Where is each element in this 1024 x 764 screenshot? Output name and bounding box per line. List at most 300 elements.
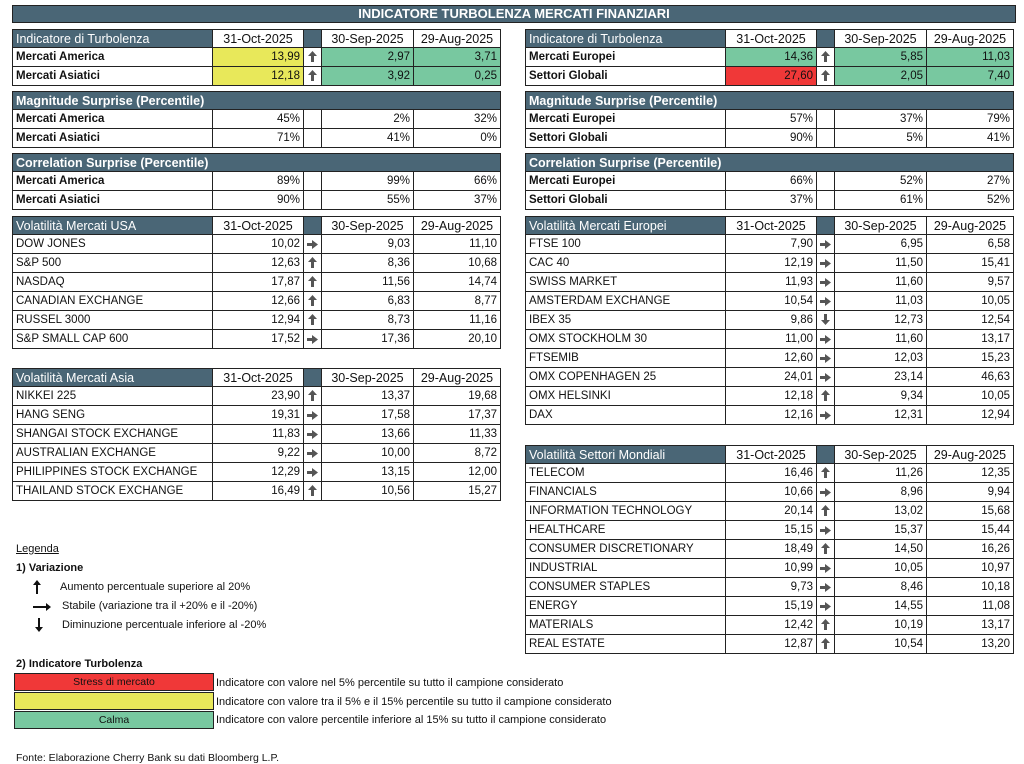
up-arrow-icon xyxy=(817,464,835,483)
row-label: PHILIPPINES STOCK EXCHANGE xyxy=(12,463,213,482)
row-label: REAL ESTATE xyxy=(525,635,726,654)
table-row xyxy=(525,406,1014,425)
table-row xyxy=(525,559,1014,578)
value-29-aug: 10,05 xyxy=(927,387,1014,406)
value-29-aug: 9,57 xyxy=(927,273,1014,292)
value-31-oct: 12,18 xyxy=(213,67,304,86)
value-29-aug: 11,08 xyxy=(927,597,1014,616)
header-date: 29-Aug-2025 xyxy=(414,368,501,387)
row-label: CONSUMER STAPLES xyxy=(525,578,726,597)
header-date: 31-Oct-2025 xyxy=(726,445,817,464)
value-29-aug: 79% xyxy=(927,110,1014,129)
table-row xyxy=(12,191,501,210)
value-30-sep: 10,19 xyxy=(835,616,927,635)
value-29-aug: 3,71 xyxy=(414,48,501,67)
up-arrow-icon xyxy=(304,48,322,67)
header-row xyxy=(525,91,1014,110)
value-30-sep: 11,03 xyxy=(835,292,927,311)
value-31-oct: 16,46 xyxy=(726,464,817,483)
value-31-oct: 27,60 xyxy=(726,67,817,86)
up-arrow-icon xyxy=(304,67,322,86)
right-arrow-icon xyxy=(304,425,322,444)
right-arrow-icon xyxy=(304,330,322,349)
value-29-aug: 10,68 xyxy=(414,254,501,273)
row-label: IBEX 35 xyxy=(525,311,726,330)
arrow-spacer xyxy=(304,110,322,129)
up-arrow-icon xyxy=(817,616,835,635)
header-date: 30-Sep-2025 xyxy=(835,29,927,48)
value-31-oct: 66% xyxy=(726,172,817,191)
value-30-sep: 41% xyxy=(322,129,414,148)
up-arrow-icon xyxy=(817,502,835,521)
usa-volatility-table xyxy=(12,216,501,349)
header-row xyxy=(12,91,501,110)
value-30-sep: 17,36 xyxy=(322,330,414,349)
table-row xyxy=(12,129,501,148)
value-31-oct: 15,15 xyxy=(726,521,817,540)
value-29-aug: 37% xyxy=(414,191,501,210)
value-29-aug: 52% xyxy=(927,191,1014,210)
value-31-oct: 12,63 xyxy=(213,254,304,273)
arrow-spacer xyxy=(304,172,322,191)
header-row xyxy=(12,153,501,172)
table-row xyxy=(525,235,1014,254)
value-31-oct: 18,49 xyxy=(726,540,817,559)
value-29-aug: 15,41 xyxy=(927,254,1014,273)
report-title: INDICATORE TURBOLENZA MERCATI FINANZIARI xyxy=(12,5,1016,23)
value-30-sep: 12,73 xyxy=(835,311,927,330)
up-arrow-icon xyxy=(817,540,835,559)
right-arrow-icon xyxy=(304,463,322,482)
row-label: INDUSTRIAL xyxy=(525,559,726,578)
table-row xyxy=(525,172,1014,191)
value-29-aug: 15,44 xyxy=(927,521,1014,540)
value-29-aug: 12,54 xyxy=(927,311,1014,330)
legend-right-arrow-icon xyxy=(32,602,52,615)
table-row xyxy=(12,273,501,292)
table-row xyxy=(525,502,1014,521)
row-label: NASDAQ xyxy=(12,273,213,292)
up-arrow-icon xyxy=(304,273,322,292)
header-row xyxy=(525,29,1014,48)
header-label: Volatilità Settori Mondiali xyxy=(525,445,726,464)
row-label: Mercati Asiatici xyxy=(12,191,213,210)
arrow-spacer xyxy=(817,172,835,191)
legend-up-text: Aumento percentuale superiore al 20% xyxy=(60,581,251,593)
row-label: Settori Globali xyxy=(525,67,726,86)
row-label: SHANGAI STOCK EXCHANGE xyxy=(12,425,213,444)
header-row xyxy=(525,153,1014,172)
value-31-oct: 89% xyxy=(213,172,304,191)
value-31-oct: 12,66 xyxy=(213,292,304,311)
header-date: 30-Sep-2025 xyxy=(322,368,414,387)
row-label: CANADIAN EXCHANGE xyxy=(12,292,213,311)
value-29-aug: 19,68 xyxy=(414,387,501,406)
value-29-aug: 6,58 xyxy=(927,235,1014,254)
right-arrow-icon xyxy=(817,597,835,616)
value-30-sep: 2% xyxy=(322,110,414,129)
value-30-sep: 11,26 xyxy=(835,464,927,483)
header-row xyxy=(12,216,501,235)
row-label: CAC 40 xyxy=(525,254,726,273)
value-29-aug: 66% xyxy=(414,172,501,191)
up-arrow-icon xyxy=(817,67,835,86)
value-30-sep: 10,00 xyxy=(322,444,414,463)
down-arrow-icon xyxy=(817,311,835,330)
value-30-sep: 55% xyxy=(322,191,414,210)
up-arrow-icon xyxy=(304,254,322,273)
right-arrow-icon xyxy=(817,254,835,273)
right-arrow-icon xyxy=(817,521,835,540)
header-date: 31-Oct-2025 xyxy=(726,29,817,48)
header-row xyxy=(12,368,501,387)
value-31-oct: 10,99 xyxy=(726,559,817,578)
sectors-volatility-table xyxy=(525,445,1014,654)
right-arrow-icon xyxy=(817,578,835,597)
row-label: HANG SENG xyxy=(12,406,213,425)
value-31-oct: 12,19 xyxy=(726,254,817,273)
header-label: Volatilità Mercati Asia xyxy=(12,368,213,387)
value-29-aug: 16,26 xyxy=(927,540,1014,559)
arrow-spacer xyxy=(304,191,322,210)
table-row xyxy=(12,311,501,330)
value-31-oct: 17,87 xyxy=(213,273,304,292)
value-31-oct: 12,16 xyxy=(726,406,817,425)
value-31-oct: 24,01 xyxy=(726,368,817,387)
value-30-sep: 11,50 xyxy=(835,254,927,273)
value-31-oct: 45% xyxy=(213,110,304,129)
row-label: TELECOM xyxy=(525,464,726,483)
table-row xyxy=(525,129,1014,148)
row-label: Mercati America xyxy=(12,48,213,67)
header-date: 30-Sep-2025 xyxy=(322,29,414,48)
value-30-sep: 5,85 xyxy=(835,48,927,67)
value-29-aug: 41% xyxy=(927,129,1014,148)
value-29-aug: 10,18 xyxy=(927,578,1014,597)
up-arrow-icon xyxy=(304,387,322,406)
value-30-sep: 11,56 xyxy=(322,273,414,292)
arrow-spacer xyxy=(817,191,835,210)
row-label: DOW JONES xyxy=(12,235,213,254)
value-29-aug: 0% xyxy=(414,129,501,148)
value-31-oct: 11,83 xyxy=(213,425,304,444)
row-label: S&P SMALL CAP 600 xyxy=(12,330,213,349)
value-30-sep: 23,14 xyxy=(835,368,927,387)
value-30-sep: 13,66 xyxy=(322,425,414,444)
value-30-sep: 10,56 xyxy=(322,482,414,501)
value-30-sep: 13,15 xyxy=(322,463,414,482)
table-row xyxy=(12,254,501,273)
section-title: Correlation Surprise (Percentile) xyxy=(525,153,1014,172)
right-turbulence-table xyxy=(525,29,1014,86)
row-label: THAILAND STOCK EXCHANGE xyxy=(12,482,213,501)
header-date: 31-Oct-2025 xyxy=(213,216,304,235)
row-label: DAX xyxy=(525,406,726,425)
value-30-sep: 13,02 xyxy=(835,502,927,521)
value-30-sep: 14,50 xyxy=(835,540,927,559)
value-29-aug: 10,97 xyxy=(927,559,1014,578)
value-30-sep: 10,54 xyxy=(835,635,927,654)
value-31-oct: 12,42 xyxy=(726,616,817,635)
value-30-sep: 14,55 xyxy=(835,597,927,616)
value-29-aug: 12,00 xyxy=(414,463,501,482)
row-label: OMX STOCKHOLM 30 xyxy=(525,330,726,349)
table-row xyxy=(525,464,1014,483)
up-arrow-icon xyxy=(304,292,322,311)
value-29-aug: 15,27 xyxy=(414,482,501,501)
value-31-oct: 23,90 xyxy=(213,387,304,406)
europe-volatility-table xyxy=(525,216,1014,425)
table-row xyxy=(12,48,501,67)
value-31-oct: 10,66 xyxy=(726,483,817,502)
arrow-spacer xyxy=(304,129,322,148)
up-arrow-icon xyxy=(817,48,835,67)
value-29-aug: 0,25 xyxy=(414,67,501,86)
right-arrow-icon xyxy=(817,406,835,425)
legend-red-swatch: Stress di mercato xyxy=(14,673,214,691)
right-arrow-icon xyxy=(817,273,835,292)
value-30-sep: 8,73 xyxy=(322,311,414,330)
value-31-oct: 14,36 xyxy=(726,48,817,67)
header-row xyxy=(12,29,501,48)
row-label: Settori Globali xyxy=(525,129,726,148)
row-label: FTSE 100 xyxy=(525,235,726,254)
value-31-oct: 90% xyxy=(726,129,817,148)
table-row xyxy=(525,635,1014,654)
header-date: 29-Aug-2025 xyxy=(927,445,1014,464)
value-31-oct: 7,90 xyxy=(726,235,817,254)
value-29-aug: 13,20 xyxy=(927,635,1014,654)
row-label: MATERIALS xyxy=(525,616,726,635)
value-30-sep: 12,03 xyxy=(835,349,927,368)
asia-volatility-table xyxy=(12,368,501,501)
table-row xyxy=(12,292,501,311)
row-label: HEALTHCARE xyxy=(525,521,726,540)
value-31-oct: 10,02 xyxy=(213,235,304,254)
value-30-sep: 3,92 xyxy=(322,67,414,86)
value-30-sep: 6,83 xyxy=(322,292,414,311)
table-row xyxy=(525,311,1014,330)
legend-title: Legenda xyxy=(16,543,59,555)
table-row xyxy=(12,67,501,86)
up-arrow-icon xyxy=(304,482,322,501)
row-label: S&P 500 xyxy=(12,254,213,273)
header-row xyxy=(525,445,1014,464)
header-spacer xyxy=(304,29,322,48)
value-30-sep: 5% xyxy=(835,129,927,148)
value-31-oct: 37% xyxy=(726,191,817,210)
row-label: ENERGY xyxy=(525,597,726,616)
table-row xyxy=(525,48,1014,67)
value-31-oct: 12,94 xyxy=(213,311,304,330)
value-29-aug: 11,10 xyxy=(414,235,501,254)
up-arrow-icon xyxy=(817,635,835,654)
value-31-oct: 16,49 xyxy=(213,482,304,501)
value-31-oct: 12,18 xyxy=(726,387,817,406)
left-magnitude-table xyxy=(12,91,501,148)
row-label: FTSEMIB xyxy=(525,349,726,368)
legend-section-turbulence: 2) Indicatore Turbolenza xyxy=(16,658,143,670)
row-label: OMX HELSINKI xyxy=(525,387,726,406)
value-30-sep: 8,36 xyxy=(322,254,414,273)
value-30-sep: 2,05 xyxy=(835,67,927,86)
right-arrow-icon xyxy=(817,559,835,578)
table-row xyxy=(525,349,1014,368)
value-29-aug: 17,37 xyxy=(414,406,501,425)
legend-yellow-text: Indicatore con valore tra il 5% e il 15% percentile su tutto il campione considerato xyxy=(216,696,612,708)
table-row xyxy=(525,368,1014,387)
value-30-sep: 10,05 xyxy=(835,559,927,578)
right-arrow-icon xyxy=(304,235,322,254)
value-29-aug: 15,68 xyxy=(927,502,1014,521)
row-label: INFORMATION TECHNOLOGY xyxy=(525,502,726,521)
table-row xyxy=(12,406,501,425)
value-31-oct: 9,86 xyxy=(726,311,817,330)
source-note: Fonte: Elaborazione Cherry Bank su dati Bloomberg L.P. xyxy=(16,752,280,764)
value-31-oct: 90% xyxy=(213,191,304,210)
header-spacer xyxy=(817,216,835,235)
table-row xyxy=(525,483,1014,502)
legend-green-swatch: Calma xyxy=(14,711,214,729)
value-31-oct: 57% xyxy=(726,110,817,129)
value-30-sep: 52% xyxy=(835,172,927,191)
value-30-sep: 99% xyxy=(322,172,414,191)
right-arrow-icon xyxy=(817,483,835,502)
value-30-sep: 8,46 xyxy=(835,578,927,597)
row-label: Mercati Europei xyxy=(525,172,726,191)
value-29-aug: 8,77 xyxy=(414,292,501,311)
value-30-sep: 37% xyxy=(835,110,927,129)
legend-red-text: Indicatore con valore nel 5% percentile su tutto il campione considerato xyxy=(216,677,564,689)
value-29-aug: 12,35 xyxy=(927,464,1014,483)
value-30-sep: 6,95 xyxy=(835,235,927,254)
value-30-sep: 9,34 xyxy=(835,387,927,406)
table-row xyxy=(525,110,1014,129)
row-label: RUSSEL 3000 xyxy=(12,311,213,330)
table-row xyxy=(12,463,501,482)
legend-section-variation: 1) Variazione xyxy=(16,562,84,574)
table-row xyxy=(12,444,501,463)
table-row xyxy=(525,292,1014,311)
header-date: 30-Sep-2025 xyxy=(322,216,414,235)
right-arrow-icon xyxy=(817,349,835,368)
header-row xyxy=(525,216,1014,235)
table-row xyxy=(525,597,1014,616)
legend-up-arrow-icon xyxy=(32,579,42,598)
value-30-sep: 2,97 xyxy=(322,48,414,67)
header-spacer xyxy=(817,29,835,48)
row-label: Settori Globali xyxy=(525,191,726,210)
header-date: 29-Aug-2025 xyxy=(927,29,1014,48)
table-row xyxy=(525,67,1014,86)
legend-yellow-swatch xyxy=(14,692,214,710)
table-row xyxy=(12,110,501,129)
value-30-sep: 17,58 xyxy=(322,406,414,425)
value-29-aug: 46,63 xyxy=(927,368,1014,387)
right-arrow-icon xyxy=(304,406,322,425)
header-label: Indicatore di Turbolenza xyxy=(12,29,213,48)
value-30-sep: 15,37 xyxy=(835,521,927,540)
value-31-oct: 10,54 xyxy=(726,292,817,311)
value-31-oct: 12,87 xyxy=(726,635,817,654)
row-label: FINANCIALS xyxy=(525,483,726,502)
table-row xyxy=(12,387,501,406)
value-31-oct: 13,99 xyxy=(213,48,304,67)
right-arrow-icon xyxy=(817,235,835,254)
value-31-oct: 9,22 xyxy=(213,444,304,463)
right-correlation-table xyxy=(525,153,1014,210)
value-29-aug: 9,94 xyxy=(927,483,1014,502)
value-29-aug: 12,94 xyxy=(927,406,1014,425)
value-31-oct: 71% xyxy=(213,129,304,148)
row-label: AMSTERDAM EXCHANGE xyxy=(525,292,726,311)
table-row xyxy=(525,578,1014,597)
table-row xyxy=(525,330,1014,349)
section-title: Magnitude Surprise (Percentile) xyxy=(12,91,501,110)
table-row xyxy=(12,330,501,349)
header-date: 31-Oct-2025 xyxy=(213,368,304,387)
value-31-oct: 19,31 xyxy=(213,406,304,425)
row-label: Mercati America xyxy=(12,172,213,191)
legend-down-arrow-icon xyxy=(34,617,44,636)
row-label: Mercati Asiatici xyxy=(12,129,213,148)
value-31-oct: 12,60 xyxy=(726,349,817,368)
up-arrow-icon xyxy=(304,311,322,330)
value-30-sep: 12,31 xyxy=(835,406,927,425)
value-29-aug: 14,74 xyxy=(414,273,501,292)
table-row xyxy=(12,425,501,444)
row-label: Mercati Europei xyxy=(525,110,726,129)
section-title: Magnitude Surprise (Percentile) xyxy=(525,91,1014,110)
table-row xyxy=(525,254,1014,273)
row-label: OMX COPENHAGEN 25 xyxy=(525,368,726,387)
legend-green-text: Indicatore con valore percentile inferiore al 15% su tutto il campione considerato xyxy=(216,714,607,726)
value-31-oct: 11,93 xyxy=(726,273,817,292)
row-label: CONSUMER DISCRETIONARY xyxy=(525,540,726,559)
right-arrow-icon xyxy=(817,330,835,349)
value-29-aug: 10,05 xyxy=(927,292,1014,311)
value-31-oct: 17,52 xyxy=(213,330,304,349)
value-31-oct: 9,73 xyxy=(726,578,817,597)
value-29-aug: 32% xyxy=(414,110,501,129)
row-label: Mercati Asiatici xyxy=(12,67,213,86)
row-label: SWISS MARKET xyxy=(525,273,726,292)
table-row xyxy=(525,540,1014,559)
table-row xyxy=(12,482,501,501)
value-31-oct: 20,14 xyxy=(726,502,817,521)
header-spacer xyxy=(817,445,835,464)
header-date: 30-Sep-2025 xyxy=(835,445,927,464)
table-row xyxy=(525,191,1014,210)
header-label: Indicatore di Turbolenza xyxy=(525,29,726,48)
value-30-sep: 9,03 xyxy=(322,235,414,254)
header-date: 30-Sep-2025 xyxy=(835,216,927,235)
value-29-aug: 13,17 xyxy=(927,330,1014,349)
value-29-aug: 8,72 xyxy=(414,444,501,463)
header-date: 29-Aug-2025 xyxy=(927,216,1014,235)
value-29-aug: 20,10 xyxy=(414,330,501,349)
value-30-sep: 8,96 xyxy=(835,483,927,502)
value-30-sep: 11,60 xyxy=(835,330,927,349)
table-row xyxy=(12,172,501,191)
header-label: Volatilità Mercati USA xyxy=(12,216,213,235)
table-row xyxy=(525,521,1014,540)
value-31-oct: 12,29 xyxy=(213,463,304,482)
header-spacer xyxy=(304,216,322,235)
value-29-aug: 11,33 xyxy=(414,425,501,444)
table-row xyxy=(525,387,1014,406)
row-label: Mercati Europei xyxy=(525,48,726,67)
